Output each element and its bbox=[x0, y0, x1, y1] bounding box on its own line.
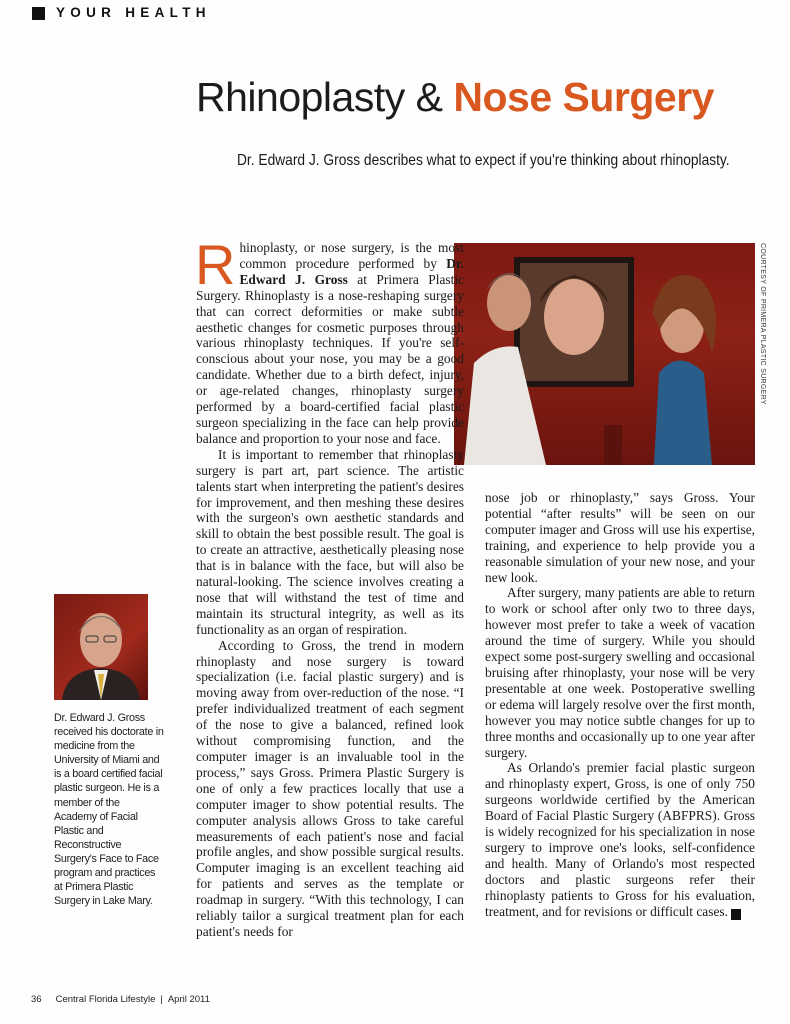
headshot-illustration bbox=[54, 594, 148, 700]
doctor-name: Dr. Edward J. Gross bbox=[239, 255, 464, 287]
headline bbox=[196, 74, 714, 121]
page-footer bbox=[31, 994, 210, 1005]
publication-name: Central Florida Lifestyle bbox=[55, 994, 156, 1005]
paragraph-text: at Primera Plastic Surgery. Rhinoplasty is a nose-reshaping surgery that can correct deformities or make subtle aesthetic changes for cosmetic purposes through various rhinoplasty techniques. If you're self-conscious about your nose, you may be a good candidate. Whether due to a birth defect, injury, or age-related changes, rhinoplasty surgery performed by a board-certified facial plastic surgeon specializing in the face can help provide balance and proportion to your nose and face. bbox=[196, 271, 464, 446]
article-column-2 bbox=[485, 490, 759, 920]
article-paragraph bbox=[195, 233, 464, 447]
paragraph-text: As Orlando's premier facial plastic surgeon and rhinoplasty expert, Gross, is one of only 750 surgeons worldwide certified by the American Board of Facial Plastic Surgery (ABFPRS). Gross is widely recognized for his specialization in nose surgery to improve one's looks, self-confidence and health. Many of Orlando's most respected doctors and plastic surgeons refer their rhinoplasty patients to Gross for his evaluation, treatment, and for revisions or difficult cases. bbox=[485, 760, 755, 919]
footer-separator: | bbox=[160, 994, 163, 1005]
author-headshot bbox=[54, 594, 148, 700]
page-number: 36 bbox=[31, 994, 42, 1005]
paragraph-text: hinoplasty, or nose surgery, is the most common procedure performed by bbox=[239, 240, 464, 271]
section-label: YOUR HEALTH bbox=[56, 5, 211, 20]
article-paragraph: nose job or rhinoplasty,” says Gross. Your potential “after results” will be seen on our computer imager and Gross will use his expertise, training, and experience to help provide you a reasonable simulation of your new nose, and your new look. bbox=[485, 490, 755, 585]
photo-illustration bbox=[454, 243, 755, 465]
section-marker bbox=[32, 7, 45, 20]
end-mark: L bbox=[731, 909, 741, 920]
article-photo bbox=[454, 243, 755, 465]
article-paragraph bbox=[485, 760, 759, 919]
article-paragraph: It is important to remember that rhinoplasty surgery is part art, part science. The artistic talents start when interpreting the patient's desires for improvement, and then meshing these desires with the surgeon's own aesthetic standards and skill to obtain the best possible result. The goal is to create an attractive, aesthetically pleasing nose that is in balance with the face, but will also be natural-looking. The science involves creating a nose that will withstand the test of time and maintain its structural integrity, as well as its functionality as an organ of respiration. bbox=[196, 446, 464, 637]
photo-caption: Dr. Edward J. Gross received his doctorate in medicine from the University of Miami and is a board certified facial plastic surgeon. He is a member of the Academy of Facial Plastic and Reconstructive Surgery's Face to Face program and practices at Primera Plastic Surgery in Lake Mary. bbox=[54, 712, 164, 908]
deck: Dr. Edward J. Gross describes what to expect if you're thinking about rhinoplasty. bbox=[237, 152, 730, 169]
article-paragraph: After surgery, many patients are able to return to work or school after only two to three days, however most prefer to take a week of vacation around the time of surgery. While you should expect some post-surgery swelling and occasional bruising after rhinoplasty, your nose will be very presentable at one week. Postoperative swelling or edema will largely resolve over the first month, however you may notice subtle changes for up to three months and occasionally up to one year after surgery. bbox=[485, 585, 755, 760]
photo-credit: COURTESY OF PRIMERA PLASTIC SURGERY bbox=[759, 243, 766, 405]
article-column-1 bbox=[195, 233, 464, 940]
headline-accent: Nose Surgery bbox=[453, 74, 714, 120]
drop-cap: R bbox=[195, 233, 236, 296]
article-paragraph: According to Gross, the trend in modern rhinoplasty and nose surgery is toward specialization (i.e. facial plastic surgery) and is moving away from over-reduction of the nose. “I prefer individualized treatment of each segment of the nose to give a balanced, refined look without compromising function, and the computer imager is an invaluable tool in the process,” says Gross. Primera Plastic Surgery is one of only a few practices locally that use a computer imager to show potential results. The computer analysis allows Gross to take careful measurements of each patient's nose and facial profile angles, and show possible surgical results. Computer imaging is an excellent teaching aid for patients and serves as the template or roadmap in surgery. “With this technology, I can reliably tailor a surgical treatment plan for each patient's needs for bbox=[196, 637, 464, 939]
headline-plain: Rhinoplasty & bbox=[196, 74, 454, 120]
issue-date: April 2011 bbox=[167, 994, 210, 1005]
